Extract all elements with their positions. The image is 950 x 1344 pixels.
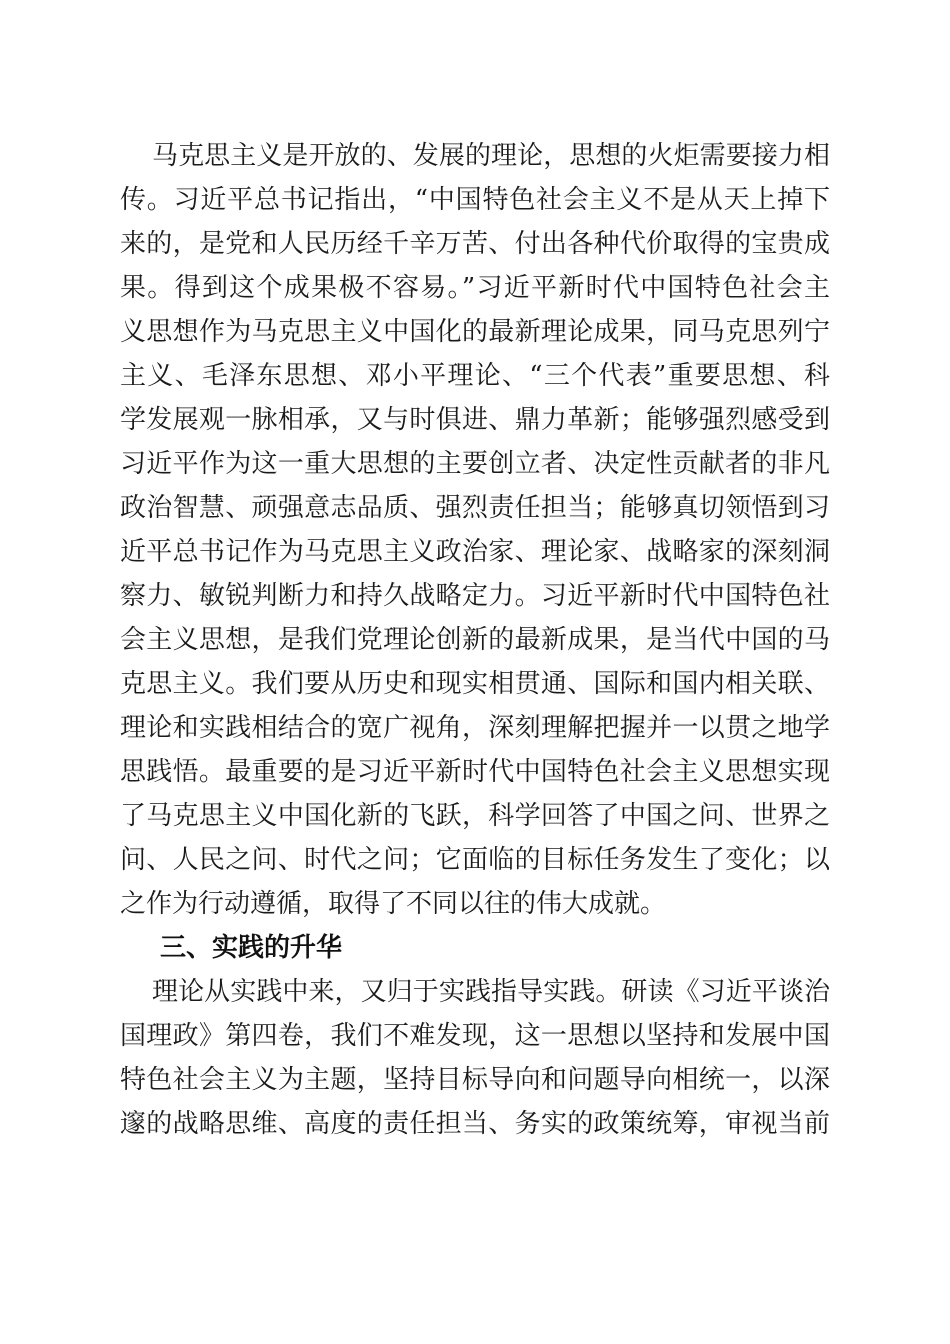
paragraph-1-line-3: 来的，是党和人民历经千辛万苦、付出各种代价取得的宝贵成 [120, 229, 830, 259]
section-heading: 三、实践的升华 [160, 933, 343, 963]
paragraph-1-line-10: 近平总书记作为马克思主义政治家、理论家、战略家的深刻洞 [120, 537, 830, 567]
paragraph-1-line-6: 主义、毛泽东思想、邓小平理论、“三个代表”重要思想、科 [120, 361, 830, 391]
paragraph-1-line-5: 义思想作为马克思主义中国化的最新理论成果，同马克思列宁 [120, 317, 830, 347]
paragraph-1-line-16: 了马克思主义中国化新的飞跃，科学回答了中国之问、世界之 [120, 801, 830, 831]
paragraph-1-line-15: 思践悟。最重要的是习近平新时代中国特色社会主义思想实现 [120, 757, 830, 787]
paragraph-1-line-11: 察力、敏锐判断力和持久战略定力。习近平新时代中国特色社 [120, 581, 830, 611]
paragraph-2-line-1: 理论从实践中来，又归于实践指导实践。研读《习近平谈治 [152, 977, 830, 1007]
paragraph-1-line-14: 理论和实践相结合的宽广视角，深刻理解把握并一以贯之地学 [120, 713, 830, 743]
paragraph-1-line-12: 会主义思想，是我们党理论创新的最新成果，是当代中国的马 [120, 625, 830, 655]
paragraph-2-line-4: 邃的战略思维、高度的责任担当、务实的政策统筹，审视当前 [120, 1109, 830, 1139]
paragraph-2-line-3: 特色社会主义为主题，坚持目标导向和问题导向相统一，以深 [120, 1065, 830, 1095]
paragraph-1-line-2: 传。习近平总书记指出，“中国特色社会主义不是从天上掉下 [120, 185, 830, 215]
paragraph-1-line-4: 果。得到这个成果极不容易。”习近平新时代中国特色社会主 [120, 273, 830, 303]
paragraph-1-line-17: 问、人民之问、时代之问；它面临的目标任务发生了变化；以 [120, 845, 830, 875]
paragraph-1-line-18: 之作为行动遵循，取得了不同以往的伟大成就。 [120, 889, 667, 919]
paragraph-1-line-9: 政治智慧、顽强意志品质、强烈责任担当；能够真切领悟到习 [120, 493, 830, 523]
paragraph-1-line-8: 习近平作为这一重大思想的主要创立者、决定性贡献者的非凡 [120, 449, 830, 479]
paragraph-1-line-7: 学发展观一脉相承，又与时俱进、鼎力革新；能够强烈感受到 [120, 405, 830, 435]
paragraph-2-line-2: 国理政》第四卷，我们不难发现，这一思想以坚持和发展中国 [120, 1021, 830, 1051]
paragraph-1-line-1: 马克思主义是开放的、发展的理论，思想的火炬需要接力相 [152, 141, 830, 171]
paragraph-1-line-13: 克思主义。我们要从历史和现实相贯通、国际和国内相关联、 [120, 669, 830, 699]
